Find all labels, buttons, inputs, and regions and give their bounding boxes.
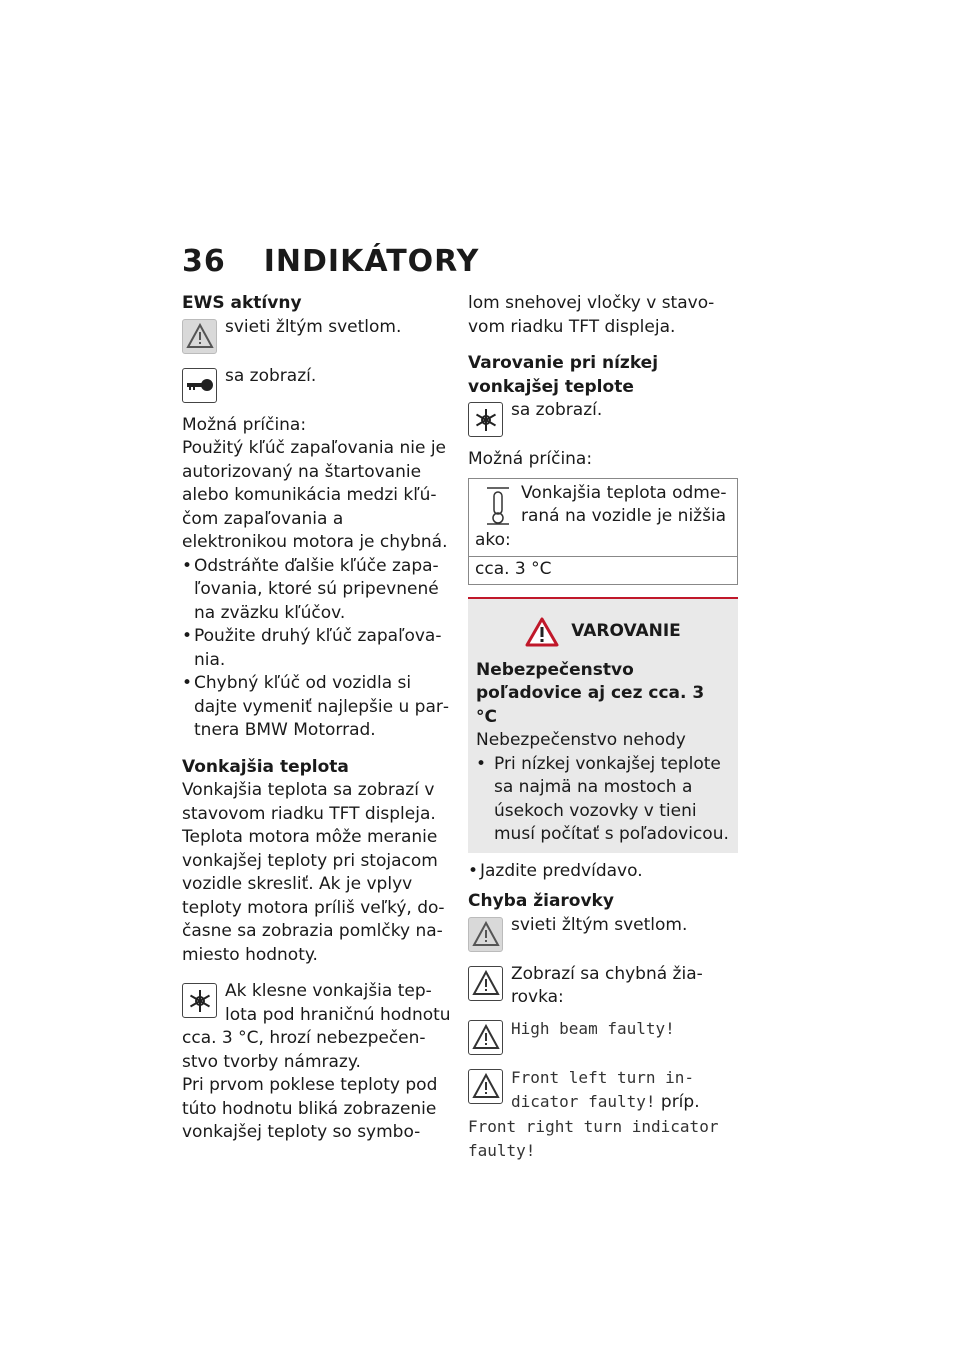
page-number: 36 bbox=[182, 244, 226, 279]
table-row bbox=[469, 557, 737, 584]
cause-label: Možná príčina: bbox=[182, 414, 307, 435]
low-temp-title: Varovanie pri nízkej vonkajšej teplote bbox=[468, 353, 659, 397]
warning-triangle-icon bbox=[468, 917, 503, 952]
continuation-text: lom snehovej vločky v stavovom riadku TFT displeja. bbox=[468, 293, 715, 337]
ews-title: EWS aktívny bbox=[182, 293, 302, 313]
bulb-yellow-row bbox=[468, 914, 738, 956]
front-left-row bbox=[468, 1066, 738, 1164]
high-beam-row bbox=[468, 1017, 738, 1059]
frost-text: Ak klesne vonkajšia teplota pod hraničnú hodnotu cca. 3 °C, hrozí nebezpečenstvo tvorby námrazy. bbox=[182, 981, 451, 1072]
right-column bbox=[468, 292, 738, 1164]
table-cell: Vonkajšia teplota odmeraná na vozidle je nižšia ako: bbox=[475, 482, 727, 550]
ews-key-row bbox=[182, 365, 452, 407]
outside-temp-text: Vonkajšia teplota sa zobrazí v stavovom riadku TFT displeja. Teplota motora môže meranie vonkajšej teploty pri stojacom vozidle skresliť. Ak je vplyv teploty motora príliš veľký, dočasne sa zobrazia pomlčky namiesto hodnoty. bbox=[182, 780, 445, 965]
frost-row bbox=[182, 980, 452, 1074]
list-item: • Chybný kľúč od vozidla si dajte vymeniť najlepšie u partnera BMW Motorrad. bbox=[182, 672, 452, 743]
bulb-line2: Zobrazí sa chybná žiarovka: bbox=[511, 963, 703, 1007]
warning-bullets bbox=[476, 753, 730, 847]
msg-high-beam: High beam faulty! bbox=[511, 1018, 675, 1038]
bulb-title: Chyba žiarovky bbox=[468, 891, 614, 911]
cause-label: Možná príčina: bbox=[468, 449, 593, 469]
table-cell: cca. 3 °C bbox=[475, 559, 552, 579]
flash-text: Pri prvom poklese teploty pod túto hodnotu bliká zobrazenie vonkajšej teploty so symbo- bbox=[182, 1075, 438, 1142]
thermometer-icon bbox=[483, 484, 513, 526]
page-title bbox=[182, 244, 479, 279]
msg-front-right: Front right turn indicator faulty! bbox=[468, 1116, 719, 1160]
key-icon bbox=[182, 368, 217, 403]
chapter-title: INDIKÁTORY bbox=[263, 244, 480, 279]
ews-line2: sa zobrazí. bbox=[225, 365, 317, 386]
snowflake-icon bbox=[468, 402, 503, 437]
resp-text: príp. bbox=[660, 1092, 700, 1112]
warning-subtitle: Nebezpečenstvo nehody bbox=[476, 730, 686, 750]
list-item: • Odstráňte ďalšie kľúče zapaľovania, ktoré sú pripevnené na zväzku kľúčov. bbox=[182, 555, 452, 626]
red-warning-triangle-icon bbox=[525, 617, 559, 647]
drive-bullets bbox=[468, 860, 738, 884]
bulb-fault-row bbox=[468, 963, 738, 1010]
low-temp-line: sa zobrazí. bbox=[511, 400, 603, 420]
snowflake-icon bbox=[182, 983, 217, 1018]
msg-front-left: Front left turn indicator faulty! bbox=[511, 1067, 695, 1111]
ews-bullets bbox=[182, 555, 452, 743]
list-item: • Použite druhý kľúč zapaľovania. bbox=[182, 625, 452, 672]
warning-triangle-icon bbox=[182, 319, 217, 354]
warning-box bbox=[468, 597, 738, 853]
outside-temp-title: Vonkajšia teplota bbox=[182, 756, 349, 777]
bulb-line1: svieti žltým svetlom. bbox=[511, 914, 688, 935]
low-temp-row bbox=[468, 399, 738, 441]
warning-label: VAROVANIE bbox=[571, 620, 681, 641]
list-item: • Jazdite predvídavo. bbox=[468, 860, 738, 884]
cause-text: Použitý kľúč zapaľovania nie je autorizovaný na štartovanie alebo komunikácia medzi kľúčom zapaľovania a elektronikou motora je chybná. bbox=[182, 438, 448, 552]
list-item: • Pri nízkej vonkajšej teplote sa najmä na mostoch a úsekoch vozovky v tieni musí počítať s poľadovicou. bbox=[476, 753, 730, 847]
condition-table bbox=[468, 478, 738, 585]
warning-title: Nebezpečenstvo poľadovice aj cez cca. 3 °C bbox=[476, 659, 705, 727]
ews-yellow-row bbox=[182, 316, 452, 358]
left-column bbox=[182, 292, 452, 1145]
ews-line1: svieti žltým svetlom. bbox=[225, 316, 402, 337]
table-row bbox=[469, 479, 737, 558]
warning-triangle-icon bbox=[468, 1069, 503, 1104]
warning-header bbox=[476, 617, 730, 647]
warning-triangle-icon bbox=[468, 966, 503, 1001]
warning-triangle-icon bbox=[468, 1020, 503, 1055]
